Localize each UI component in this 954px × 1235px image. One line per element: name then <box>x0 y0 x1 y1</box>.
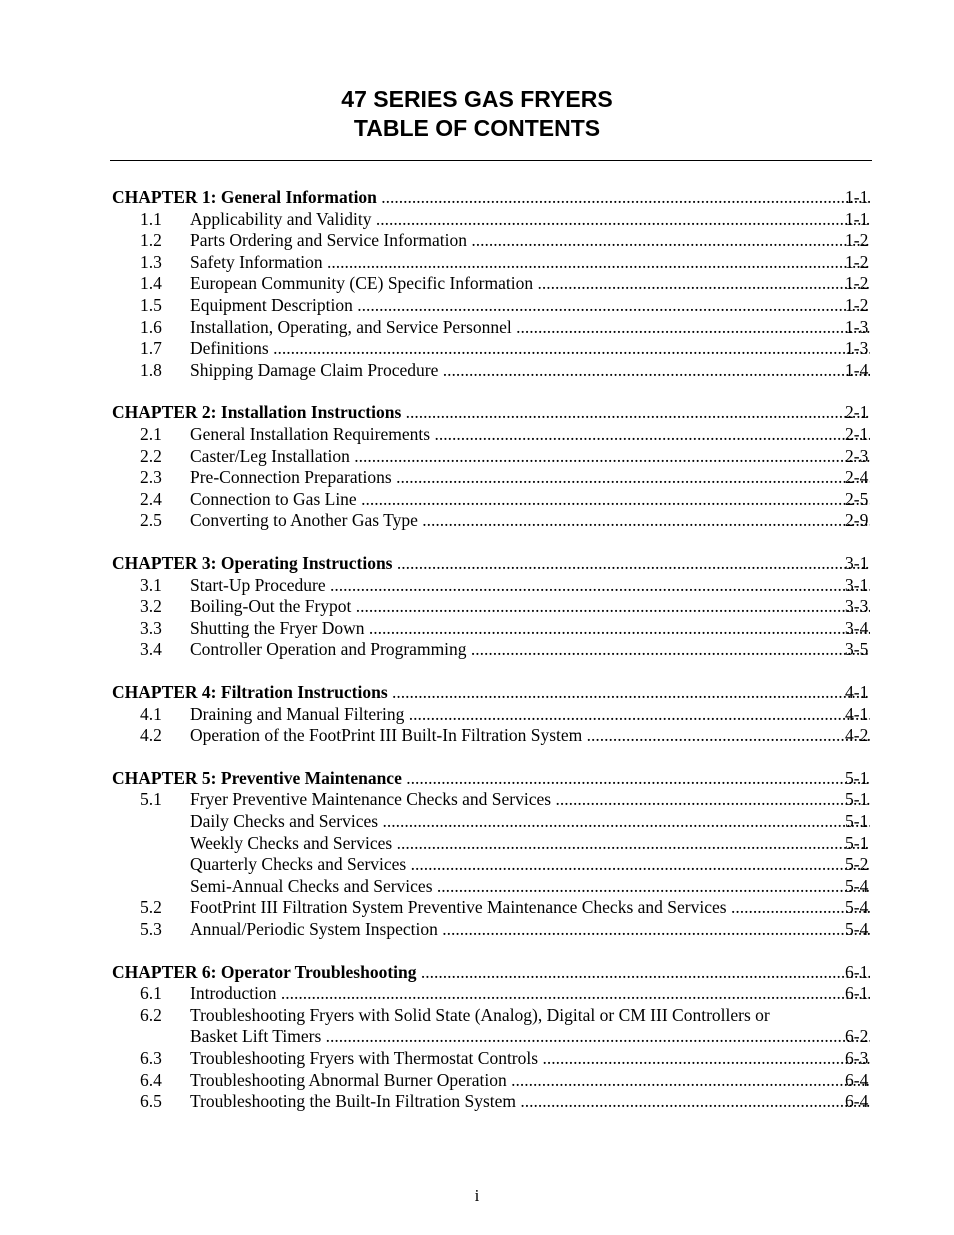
toc-section-entry[interactable] <box>0 466 954 488</box>
toc-section-entry[interactable] <box>0 853 954 875</box>
toc-section-entry[interactable] <box>0 595 954 617</box>
toc-section-title: Introduction ..... <box>190 982 870 1004</box>
toc-section-title: Quarterly Checks and Services ..... <box>190 853 870 875</box>
toc-page-ref: 6-1 <box>845 961 869 982</box>
toc-section-title: Converting to Another Gas Type ..... <box>190 509 870 531</box>
toc-page-ref: 4-2 <box>845 725 869 746</box>
toc-section-entry[interactable] <box>0 445 954 467</box>
toc-section-entry[interactable] <box>0 208 954 230</box>
toc-chapter-title: CHAPTER 5: Preventive Maintenance ..... <box>112 767 870 789</box>
toc-page-ref: 5-4 <box>845 919 869 939</box>
toc-section-entry[interactable] <box>0 272 954 294</box>
toc-section-entry[interactable] <box>0 982 954 1004</box>
toc-section-entry[interactable] <box>0 617 954 639</box>
toc-page-ref: 5-1 <box>845 767 869 788</box>
toc-chapter-entry[interactable] <box>0 767 954 789</box>
toc-page-ref: 1-2 <box>845 295 869 315</box>
toc-section-entry[interactable] <box>0 1069 954 1091</box>
toc-page-ref: 5-1 <box>845 789 869 810</box>
toc-section-number: 6.4 <box>140 1069 162 1090</box>
toc-chapter-entry[interactable] <box>0 961 954 983</box>
toc-page-ref: 5-1 <box>845 811 869 831</box>
toc-section-entry[interactable] <box>0 1025 954 1047</box>
toc-page-ref: 5-4 <box>845 875 869 896</box>
toc-chapter-entry[interactable] <box>0 186 954 208</box>
toc-chapter-entry[interactable] <box>0 401 954 423</box>
toc-section-entry[interactable] <box>0 509 954 531</box>
toc-section-title: Weekly Checks and Services ..... <box>190 832 870 854</box>
toc-section-title: Caster/Leg Installation ..... <box>190 445 870 467</box>
toc-chapter-entry[interactable] <box>0 681 954 703</box>
toc-section-entry[interactable] <box>0 488 954 510</box>
toc-section-entry[interactable] <box>0 423 954 445</box>
toc-page-ref: 3-5 <box>845 639 869 660</box>
toc-page-ref: 6-4 <box>845 1069 869 1090</box>
toc-section-number: 1.1 <box>140 208 162 229</box>
toc-section-title: Operation of the FootPrint III Built-In Filtration System ..... <box>190 724 870 746</box>
toc-section-entry[interactable] <box>0 316 954 338</box>
toc-section-number: 1.4 <box>140 273 162 294</box>
toc-page-ref: 5-2 <box>845 854 869 875</box>
toc-section-title: FootPrint III Filtration System Preventive Maintenance Checks and Services ..... <box>190 896 870 918</box>
toc-page-ref: 6-3 <box>845 1048 869 1068</box>
title-divider <box>110 160 872 161</box>
toc-section-number: 3.2 <box>140 596 162 617</box>
page-number: i <box>474 1186 480 1205</box>
toc-section-title: Troubleshooting Fryers with Solid State (Analog), Digital or CM III Controllers or <box>190 1004 770 1025</box>
toc-section-entry[interactable] <box>0 810 954 832</box>
toc-section-title: Applicability and Validity ..... <box>190 208 870 230</box>
toc-section-number: 5.1 <box>140 789 162 810</box>
toc-chapter-title: CHAPTER 2: Installation Instructions ..... <box>112 401 870 423</box>
toc-chapter-title: CHAPTER 1: General Information ..... <box>112 186 870 208</box>
toc-section-entry[interactable] <box>0 251 954 273</box>
toc-page-ref: 2-1 <box>845 424 869 444</box>
toc-section-number: 2.2 <box>140 445 162 466</box>
toc-page-ref: 1-2 <box>845 230 869 251</box>
toc-section-entry[interactable] <box>0 918 954 940</box>
toc-section-entry[interactable] <box>0 294 954 316</box>
toc-page-ref: 2-4 <box>845 467 869 488</box>
toc-page-ref: 1-3 <box>845 316 869 337</box>
toc-section-number: 4.1 <box>140 703 162 724</box>
toc-section-number: 1.3 <box>140 251 162 272</box>
toc-page-ref: 3-3 <box>845 596 869 617</box>
toc-page-ref: 4-1 <box>845 682 869 702</box>
toc-section-number: 6.3 <box>140 1048 162 1068</box>
toc-section-number: 5.2 <box>140 897 162 918</box>
toc-section-entry[interactable] <box>0 359 954 381</box>
toc-section-title: Equipment Description ..... <box>190 294 870 316</box>
toc-page-ref: 3-4 <box>845 617 869 638</box>
toc-section-title: Safety Information ..... <box>190 251 870 273</box>
toc-section-title: Connection to Gas Line ..... <box>190 488 870 510</box>
toc-section-title: Basket Lift Timers ..... <box>190 1025 870 1047</box>
toc-chapter-title: CHAPTER 3: Operating Instructions ..... <box>112 552 870 574</box>
toc-page-ref: 6-4 <box>845 1091 869 1112</box>
toc-section-number: 3.1 <box>140 574 162 595</box>
toc-section-title: Controller Operation and Programming ..... <box>190 638 870 660</box>
toc-section-title: European Community (CE) Specific Information ..... <box>190 272 870 294</box>
toc-section-title: General Installation Requirements ..... <box>190 423 870 445</box>
toc-section-title: Annual/Periodic System Inspection ..... <box>190 918 870 940</box>
toc-section-entry[interactable] <box>0 574 954 596</box>
document-title: 47 SERIES GAS FRYERS <box>341 86 613 112</box>
toc-section-title: Pre-Connection Preparations ..... <box>190 466 870 488</box>
toc-chapter-title: CHAPTER 4: Filtration Instructions ..... <box>112 681 870 703</box>
toc-page-ref: 1-2 <box>845 273 869 294</box>
toc-section-number: 3.3 <box>140 617 162 638</box>
toc-section-entry[interactable] <box>0 896 954 918</box>
toc-section-entry[interactable] <box>0 1004 954 1026</box>
toc-page-ref: 1-4 <box>845 359 869 380</box>
toc-section-title: Shipping Damage Claim Procedure ..... <box>190 359 870 381</box>
toc-page-ref: 1-1 <box>845 208 869 229</box>
toc-section-number: 1.7 <box>140 338 162 359</box>
toc-section-number: 6.5 <box>140 1091 162 1112</box>
toc-section-title: Start-Up Procedure ..... <box>190 574 870 596</box>
toc-page-ref: 2-1 <box>845 402 869 423</box>
toc-section-entry[interactable] <box>0 229 954 251</box>
toc-section-number: 3.4 <box>140 639 162 660</box>
toc-section-number: 6.1 <box>140 983 162 1004</box>
toc-page-ref: 1-2 <box>845 251 869 272</box>
toc-section-number: 2.4 <box>140 488 162 509</box>
toc-section-entry[interactable] <box>0 724 954 746</box>
toc-section-number: 6.2 <box>140 1004 162 1025</box>
toc-page-ref: 5-4 <box>845 897 869 918</box>
toc-section-number: 2.1 <box>140 424 162 444</box>
toc-section-entry[interactable] <box>0 337 954 359</box>
toc-section-number: 1.8 <box>140 359 162 380</box>
toc-page-ref: 3-1 <box>845 553 869 573</box>
toc-section-entry[interactable] <box>0 875 954 897</box>
toc-section-title: Semi-Annual Checks and Services ..... <box>190 875 870 897</box>
toc-section-entry[interactable] <box>0 832 954 854</box>
toc-section-title: Definitions ..... <box>190 337 870 359</box>
toc-page-ref: 1-3 <box>845 338 869 359</box>
toc-section-entry[interactable] <box>0 1047 954 1069</box>
toc-section-number: 2.3 <box>140 467 162 488</box>
toc-page-ref: 1-1 <box>845 187 869 207</box>
toc-section-entry[interactable] <box>0 1090 954 1112</box>
toc-section-title: Installation, Operating, and Service Personnel ..... <box>190 316 870 338</box>
toc-section-title: Draining and Manual Filtering ..... <box>190 703 870 725</box>
toc-section-entry[interactable] <box>0 788 954 810</box>
toc-chapter-entry[interactable] <box>0 552 954 574</box>
toc-page-ref: 6-1 <box>845 983 869 1004</box>
toc-section-title: Troubleshooting the Built-In Filtration System ..... <box>190 1090 870 1112</box>
toc-page-ref: 2-5 <box>845 488 869 509</box>
toc-section-title: Boiling-Out the Frypot ..... <box>190 595 870 617</box>
toc-section-title: Fryer Preventive Maintenance Checks and Services ..... <box>190 788 870 810</box>
document-subtitle: TABLE OF CONTENTS <box>353 115 601 141</box>
toc-section-number: 2.5 <box>140 510 162 531</box>
toc-section-entry[interactable] <box>0 638 954 660</box>
toc-page-ref: 3-1 <box>845 574 869 595</box>
toc-page-ref: 5-1 <box>845 832 869 853</box>
toc-section-title: Daily Checks and Services ..... <box>190 810 870 832</box>
toc-section-title: Troubleshooting Abnormal Burner Operation ..... <box>190 1069 870 1091</box>
toc-page-ref: 4-1 <box>845 703 869 724</box>
toc-section-number: 1.2 <box>140 230 162 251</box>
toc-page-ref: 2-3 <box>845 445 869 466</box>
toc-chapter-title: CHAPTER 6: Operator Troubleshooting ..... <box>112 961 870 983</box>
toc-section-entry[interactable] <box>0 703 954 725</box>
toc-section-title: Shutting the Fryer Down ..... <box>190 617 870 639</box>
toc-section-number: 1.6 <box>140 316 162 337</box>
toc-section-number: 5.3 <box>140 919 162 939</box>
toc-section-title: Troubleshooting Fryers with Thermostat Controls ..... <box>190 1047 870 1069</box>
toc-section-number: 1.5 <box>140 295 162 315</box>
toc-page-ref: 6-2 <box>845 1026 869 1047</box>
toc-section-title: Parts Ordering and Service Information ..... <box>190 229 870 251</box>
toc-page-ref: 2-9 <box>845 510 869 531</box>
toc-section-number: 4.2 <box>140 725 162 746</box>
